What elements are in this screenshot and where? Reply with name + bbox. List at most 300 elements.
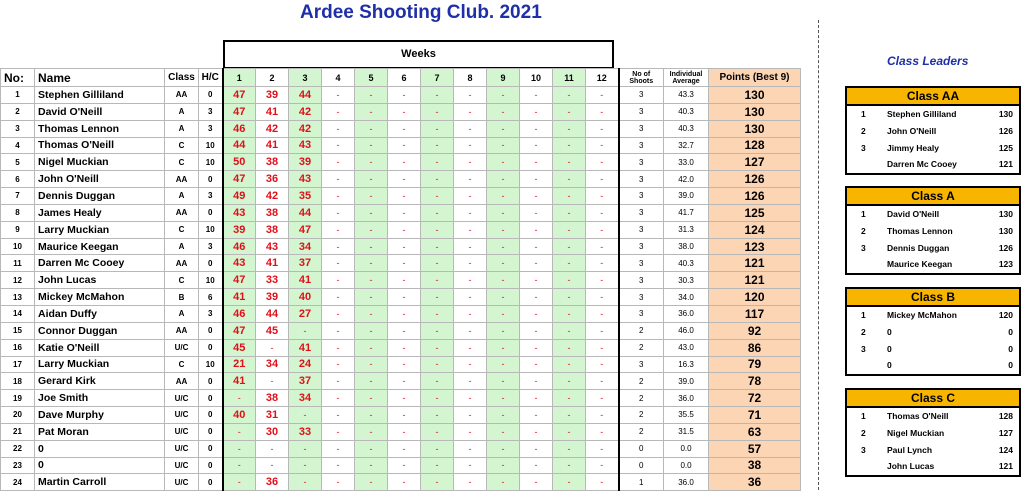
leader-name: David O'Neill bbox=[887, 209, 940, 219]
shooter-class: U/C bbox=[165, 423, 199, 440]
header-no-of-shoots: No of Shoots bbox=[619, 69, 664, 87]
table-row bbox=[1, 103, 801, 120]
individual-average: 36.0 bbox=[664, 390, 709, 407]
leader-box-title: Class C bbox=[847, 390, 1019, 408]
week-score: 44 bbox=[223, 137, 256, 154]
week-score: - bbox=[586, 474, 619, 491]
header-week: 9 bbox=[487, 69, 520, 87]
week-score: 44 bbox=[289, 87, 322, 104]
week-score: - bbox=[454, 339, 487, 356]
week-score: 43 bbox=[289, 171, 322, 188]
week-score: 27 bbox=[289, 305, 322, 322]
week-score: - bbox=[421, 390, 454, 407]
week-score: 47 bbox=[289, 221, 322, 238]
no-of-shoots: 0 bbox=[619, 457, 664, 474]
week-score: 47 bbox=[223, 103, 256, 120]
week-score: - bbox=[355, 204, 388, 221]
row-number: 16 bbox=[1, 339, 35, 356]
shooter-name: James Healy bbox=[35, 204, 165, 221]
table-row bbox=[1, 87, 801, 104]
week-score: - bbox=[256, 440, 289, 457]
handicap: 0 bbox=[199, 171, 223, 188]
week-score: - bbox=[388, 221, 421, 238]
week-score: - bbox=[454, 457, 487, 474]
week-score: - bbox=[487, 154, 520, 171]
header-week: 3 bbox=[289, 69, 322, 87]
week-score: - bbox=[322, 305, 355, 322]
week-score: - bbox=[256, 457, 289, 474]
shooter-name: David O'Neill bbox=[35, 103, 165, 120]
week-score: - bbox=[520, 305, 553, 322]
week-score: - bbox=[421, 87, 454, 104]
row-number: 4 bbox=[1, 137, 35, 154]
week-score: 43 bbox=[289, 137, 322, 154]
week-score: - bbox=[223, 390, 256, 407]
individual-average: 31.5 bbox=[664, 423, 709, 440]
table-row bbox=[1, 289, 801, 306]
week-score: - bbox=[553, 238, 586, 255]
leader-box-title: Class B bbox=[847, 289, 1019, 307]
no-of-shoots: 2 bbox=[619, 390, 664, 407]
week-score: - bbox=[421, 137, 454, 154]
handicap: 0 bbox=[199, 407, 223, 424]
handicap: 6 bbox=[199, 289, 223, 306]
row-number: 20 bbox=[1, 407, 35, 424]
no-of-shoots: 3 bbox=[619, 221, 664, 238]
no-of-shoots: 3 bbox=[619, 171, 664, 188]
points-total: 130 bbox=[709, 87, 801, 104]
table-row bbox=[1, 390, 801, 407]
header-points: Points (Best 9) bbox=[709, 69, 801, 87]
week-score: - bbox=[355, 87, 388, 104]
week-score: - bbox=[355, 137, 388, 154]
week-score: - bbox=[553, 221, 586, 238]
week-score: - bbox=[223, 423, 256, 440]
leader-score: 130 bbox=[998, 225, 1013, 236]
week-score: 30 bbox=[256, 423, 289, 440]
week-score: 45 bbox=[223, 339, 256, 356]
leader-score: 130 bbox=[998, 109, 1013, 119]
handicap: 0 bbox=[199, 373, 223, 390]
week-score: - bbox=[289, 322, 322, 339]
week-score: - bbox=[388, 137, 421, 154]
leader-name: Mickey McMahon bbox=[887, 310, 957, 320]
row-number: 6 bbox=[1, 171, 35, 188]
shooter-name: Joe Smith bbox=[35, 390, 165, 407]
points-total: 117 bbox=[709, 305, 801, 322]
week-score: - bbox=[322, 390, 355, 407]
points-total: 79 bbox=[709, 356, 801, 373]
no-of-shoots: 2 bbox=[619, 322, 664, 339]
leader-box bbox=[845, 86, 1021, 175]
shooter-name: Pat Moran bbox=[35, 423, 165, 440]
shooter-class: U/C bbox=[165, 390, 199, 407]
week-score: - bbox=[454, 474, 487, 491]
week-score: - bbox=[322, 440, 355, 457]
week-score: - bbox=[454, 255, 487, 272]
handicap: 0 bbox=[199, 423, 223, 440]
week-score: - bbox=[487, 289, 520, 306]
leader-name: Dennis Duggan bbox=[887, 242, 950, 253]
handicap: 0 bbox=[199, 87, 223, 104]
week-score: - bbox=[586, 457, 619, 474]
week-score: - bbox=[322, 238, 355, 255]
header-week: 6 bbox=[388, 69, 421, 87]
no-of-shoots: 3 bbox=[619, 305, 664, 322]
points-total: 124 bbox=[709, 221, 801, 238]
week-score: - bbox=[487, 103, 520, 120]
individual-average: 42.0 bbox=[664, 171, 709, 188]
week-score: - bbox=[520, 373, 553, 390]
week-score: - bbox=[388, 390, 421, 407]
individual-average: 39.0 bbox=[664, 188, 709, 205]
week-score: 38 bbox=[256, 390, 289, 407]
header-week: 5 bbox=[355, 69, 388, 87]
leader-score: 0 bbox=[1008, 343, 1013, 354]
leader-name: Thomas Lennon bbox=[887, 225, 953, 236]
week-score: - bbox=[223, 474, 256, 491]
week-score: 44 bbox=[256, 305, 289, 322]
leader-name: Nigel Muckian bbox=[887, 427, 945, 438]
week-score: 36 bbox=[256, 474, 289, 491]
week-score: - bbox=[553, 137, 586, 154]
week-score: - bbox=[553, 103, 586, 120]
week-score: - bbox=[586, 154, 619, 171]
shooter-class: AA bbox=[165, 171, 199, 188]
week-score: - bbox=[586, 188, 619, 205]
week-score: - bbox=[322, 322, 355, 339]
week-score: - bbox=[388, 272, 421, 289]
table-row bbox=[1, 120, 801, 137]
week-score: 46 bbox=[223, 238, 256, 255]
leader-score: 125 bbox=[998, 142, 1013, 153]
week-score: - bbox=[520, 120, 553, 137]
week-score: - bbox=[388, 339, 421, 356]
week-score: - bbox=[553, 457, 586, 474]
leader-score: 121 bbox=[998, 461, 1013, 472]
week-score: - bbox=[421, 373, 454, 390]
header-week: 8 bbox=[454, 69, 487, 87]
week-score: 31 bbox=[256, 407, 289, 424]
week-score: - bbox=[322, 474, 355, 491]
week-score: - bbox=[586, 238, 619, 255]
week-score: - bbox=[487, 373, 520, 390]
week-score: 42 bbox=[289, 120, 322, 137]
week-score: 46 bbox=[223, 120, 256, 137]
week-score: 43 bbox=[256, 238, 289, 255]
points-total: 123 bbox=[709, 238, 801, 255]
week-score: - bbox=[289, 457, 322, 474]
week-score: 37 bbox=[289, 373, 322, 390]
week-score: - bbox=[256, 373, 289, 390]
table-row bbox=[1, 204, 801, 221]
header-week: 4 bbox=[322, 69, 355, 87]
shooter-name: Stephen Gilliland bbox=[35, 87, 165, 104]
table-row bbox=[1, 305, 801, 322]
week-score: - bbox=[520, 238, 553, 255]
leader-row bbox=[847, 140, 1019, 157]
week-score: - bbox=[322, 272, 355, 289]
leader-row bbox=[847, 106, 1019, 123]
leader-score: 124 bbox=[998, 444, 1013, 455]
leader-score: 0 bbox=[1008, 360, 1013, 371]
leader-row bbox=[847, 442, 1019, 459]
leader-row bbox=[847, 341, 1019, 358]
table-row bbox=[1, 238, 801, 255]
week-score: 35 bbox=[289, 188, 322, 205]
week-score: - bbox=[487, 120, 520, 137]
week-score: - bbox=[355, 238, 388, 255]
week-score: - bbox=[553, 272, 586, 289]
weeks-header: Weeks bbox=[223, 40, 614, 69]
week-score: - bbox=[487, 474, 520, 491]
week-score: - bbox=[322, 103, 355, 120]
week-score: - bbox=[520, 137, 553, 154]
week-score: - bbox=[322, 407, 355, 424]
no-of-shoots: 3 bbox=[619, 120, 664, 137]
leader-rank: 1 bbox=[861, 310, 866, 320]
table-row bbox=[1, 221, 801, 238]
row-number: 23 bbox=[1, 457, 35, 474]
week-score: - bbox=[586, 305, 619, 322]
week-score: 39 bbox=[256, 289, 289, 306]
points-total: 86 bbox=[709, 339, 801, 356]
week-score: 44 bbox=[289, 204, 322, 221]
week-score: - bbox=[421, 407, 454, 424]
week-score: - bbox=[454, 322, 487, 339]
week-score: 34 bbox=[256, 356, 289, 373]
points-total: 127 bbox=[709, 154, 801, 171]
individual-average: 31.3 bbox=[664, 221, 709, 238]
leader-score: 128 bbox=[998, 411, 1013, 421]
shooter-class: AA bbox=[165, 322, 199, 339]
shooter-class: B bbox=[165, 289, 199, 306]
table-row bbox=[1, 356, 801, 373]
points-total: 63 bbox=[709, 423, 801, 440]
week-score: 40 bbox=[223, 407, 256, 424]
shooter-name: Dennis Duggan bbox=[35, 188, 165, 205]
week-score: 49 bbox=[223, 188, 256, 205]
shooter-name: Dave Murphy bbox=[35, 407, 165, 424]
handicap: 10 bbox=[199, 137, 223, 154]
week-score: - bbox=[454, 204, 487, 221]
leader-name: 0 bbox=[887, 343, 892, 354]
no-of-shoots: 3 bbox=[619, 289, 664, 306]
no-of-shoots: 2 bbox=[619, 423, 664, 440]
leader-score: 130 bbox=[998, 209, 1013, 219]
points-total: 128 bbox=[709, 137, 801, 154]
row-number: 12 bbox=[1, 272, 35, 289]
shooter-class: C bbox=[165, 272, 199, 289]
week-score: - bbox=[388, 356, 421, 373]
week-score: - bbox=[586, 255, 619, 272]
week-score: 43 bbox=[223, 255, 256, 272]
leader-score: 121 bbox=[998, 159, 1013, 170]
header-row bbox=[1, 69, 801, 87]
points-total: 71 bbox=[709, 407, 801, 424]
week-score: - bbox=[322, 171, 355, 188]
individual-average: 40.3 bbox=[664, 120, 709, 137]
week-score: - bbox=[454, 373, 487, 390]
leader-rank: 2 bbox=[861, 326, 866, 337]
leader-name: Maurice Keegan bbox=[887, 259, 953, 270]
week-score: - bbox=[454, 221, 487, 238]
week-score: - bbox=[421, 474, 454, 491]
week-score: - bbox=[553, 373, 586, 390]
week-score: - bbox=[520, 154, 553, 171]
week-score: - bbox=[322, 221, 355, 238]
table-row bbox=[1, 154, 801, 171]
leader-name: Stephen Gilliland bbox=[887, 109, 957, 119]
week-score: - bbox=[421, 305, 454, 322]
week-score: - bbox=[355, 255, 388, 272]
shooter-name: Larry Muckian bbox=[35, 356, 165, 373]
week-score: - bbox=[586, 373, 619, 390]
table-row bbox=[1, 322, 801, 339]
week-score: 41 bbox=[223, 289, 256, 306]
leader-name: Thomas O'Neill bbox=[887, 411, 949, 421]
week-score: - bbox=[553, 356, 586, 373]
week-score: - bbox=[388, 440, 421, 457]
row-number: 3 bbox=[1, 120, 35, 137]
shooter-name: John Lucas bbox=[35, 272, 165, 289]
week-score: - bbox=[355, 423, 388, 440]
week-score: - bbox=[322, 457, 355, 474]
leader-rank: 2 bbox=[861, 125, 866, 136]
week-score: 38 bbox=[256, 154, 289, 171]
week-score: - bbox=[223, 457, 256, 474]
individual-average: 43.0 bbox=[664, 339, 709, 356]
row-number: 17 bbox=[1, 356, 35, 373]
row-number: 1 bbox=[1, 87, 35, 104]
leader-row bbox=[847, 324, 1019, 341]
points-total: 121 bbox=[709, 255, 801, 272]
week-score: 39 bbox=[289, 154, 322, 171]
table-row bbox=[1, 137, 801, 154]
week-score: - bbox=[553, 339, 586, 356]
row-number: 18 bbox=[1, 373, 35, 390]
shooter-class: U/C bbox=[165, 457, 199, 474]
handicap: 0 bbox=[199, 339, 223, 356]
leader-row bbox=[847, 206, 1019, 223]
week-score: - bbox=[355, 120, 388, 137]
week-score: - bbox=[487, 137, 520, 154]
week-score: 24 bbox=[289, 356, 322, 373]
points-total: 126 bbox=[709, 188, 801, 205]
shooter-name: Aidan Duffy bbox=[35, 305, 165, 322]
leader-name: 0 bbox=[887, 360, 892, 371]
week-score: - bbox=[289, 440, 322, 457]
week-score: - bbox=[586, 204, 619, 221]
week-score: - bbox=[520, 423, 553, 440]
week-score: - bbox=[388, 305, 421, 322]
leader-row bbox=[847, 307, 1019, 324]
week-score: - bbox=[520, 87, 553, 104]
leader-score: 126 bbox=[998, 242, 1013, 253]
row-number: 13 bbox=[1, 289, 35, 306]
week-score: - bbox=[520, 204, 553, 221]
handicap: 0 bbox=[199, 474, 223, 491]
week-score: - bbox=[487, 423, 520, 440]
week-score: 50 bbox=[223, 154, 256, 171]
week-score: - bbox=[487, 305, 520, 322]
week-score: - bbox=[322, 87, 355, 104]
week-score: - bbox=[553, 255, 586, 272]
no-of-shoots: 3 bbox=[619, 137, 664, 154]
week-score: - bbox=[520, 103, 553, 120]
week-score: - bbox=[454, 356, 487, 373]
week-score: - bbox=[487, 407, 520, 424]
week-score: - bbox=[520, 322, 553, 339]
points-total: 78 bbox=[709, 373, 801, 390]
week-score: - bbox=[223, 440, 256, 457]
row-number: 21 bbox=[1, 423, 35, 440]
week-score: 41 bbox=[289, 339, 322, 356]
week-score: 43 bbox=[223, 204, 256, 221]
week-score: - bbox=[355, 322, 388, 339]
individual-average: 16.3 bbox=[664, 356, 709, 373]
handicap: 0 bbox=[199, 390, 223, 407]
week-score: - bbox=[454, 87, 487, 104]
leader-row bbox=[847, 156, 1019, 173]
week-score: - bbox=[520, 339, 553, 356]
row-number: 24 bbox=[1, 474, 35, 491]
week-score: - bbox=[454, 120, 487, 137]
week-score: 39 bbox=[223, 221, 256, 238]
week-score: - bbox=[421, 339, 454, 356]
handicap: 3 bbox=[199, 188, 223, 205]
week-score: - bbox=[586, 221, 619, 238]
week-score: - bbox=[388, 120, 421, 137]
week-score: - bbox=[388, 322, 421, 339]
week-score: - bbox=[454, 390, 487, 407]
points-total: 130 bbox=[709, 103, 801, 120]
shooter-class: C bbox=[165, 137, 199, 154]
week-score: - bbox=[421, 238, 454, 255]
table-row bbox=[1, 474, 801, 491]
week-score: 46 bbox=[223, 305, 256, 322]
week-score: 41 bbox=[256, 137, 289, 154]
points-total: 126 bbox=[709, 171, 801, 188]
week-score: - bbox=[355, 103, 388, 120]
shooter-name: Nigel Muckian bbox=[35, 154, 165, 171]
week-score: 21 bbox=[223, 356, 256, 373]
leader-row bbox=[847, 357, 1019, 374]
row-number: 10 bbox=[1, 238, 35, 255]
week-score: - bbox=[421, 188, 454, 205]
week-score: - bbox=[322, 356, 355, 373]
handicap: 3 bbox=[199, 305, 223, 322]
shooter-name: Katie O'Neill bbox=[35, 339, 165, 356]
week-score: - bbox=[586, 423, 619, 440]
leader-rank: 1 bbox=[861, 411, 866, 421]
individual-average: 39.0 bbox=[664, 373, 709, 390]
handicap: 3 bbox=[199, 120, 223, 137]
leader-score: 127 bbox=[998, 427, 1013, 438]
week-score: - bbox=[322, 154, 355, 171]
leader-row bbox=[847, 256, 1019, 273]
week-score: - bbox=[553, 120, 586, 137]
table-row bbox=[1, 339, 801, 356]
no-of-shoots: 2 bbox=[619, 373, 664, 390]
individual-average: 0.0 bbox=[664, 457, 709, 474]
points-total: 38 bbox=[709, 457, 801, 474]
week-score: - bbox=[421, 204, 454, 221]
week-score: - bbox=[355, 390, 388, 407]
week-score: - bbox=[421, 440, 454, 457]
week-score: - bbox=[487, 204, 520, 221]
leader-box bbox=[845, 388, 1021, 477]
